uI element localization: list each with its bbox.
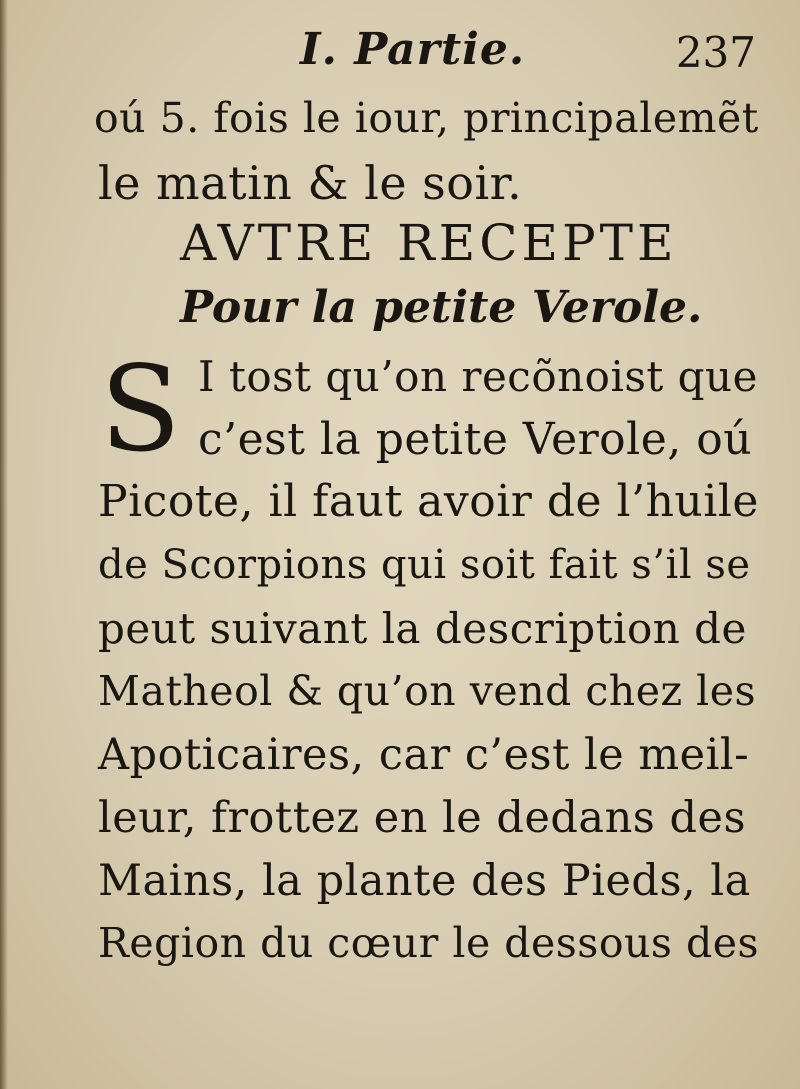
text-line: le matin & le soir. <box>98 156 523 210</box>
page-number: 237 <box>675 28 756 77</box>
text-line: de Scorpions qui soit fait s’il se <box>98 542 751 588</box>
page-header <box>0 24 800 84</box>
recipe-subheading: Pour la petite Verole. <box>180 282 703 333</box>
text-line: Matheol & qu’on vend chez les <box>98 667 757 715</box>
text-line: peut suivant la description de <box>98 604 747 653</box>
running-head: I. Partie. <box>300 24 526 75</box>
text-line: Mains, la plante des Pieds, la <box>98 856 751 906</box>
recipe-heading: AVTRE RECEPTE <box>180 214 678 272</box>
text-line: Region du cœur le dessous des <box>98 919 760 967</box>
drop-cap: S <box>100 340 181 478</box>
text-line: I tost qu’on recõnoist que <box>198 352 758 401</box>
text-line: Apoticaires, car c’est le meil- <box>98 730 750 780</box>
text-line: c’est la petite Verole, oú <box>198 414 753 465</box>
text-line: oú 5. fois le iour, principalemẽt <box>94 94 759 142</box>
text-line: leur, frottez en le dedans des <box>98 793 747 843</box>
text-line: Picote, il faut avoir de l’huile <box>98 476 759 527</box>
